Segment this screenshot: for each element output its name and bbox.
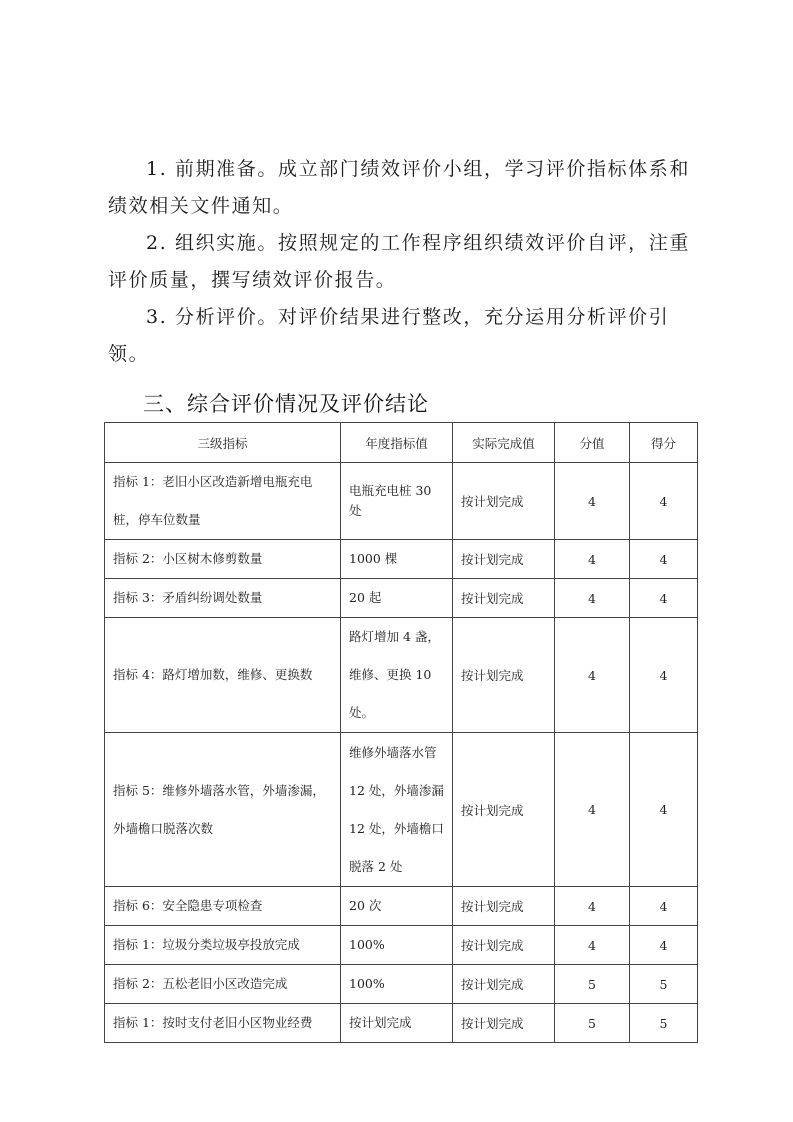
cell-indicator: 指标 3：矛盾纠纷调处数量: [105, 579, 341, 618]
cell-score: 4: [630, 540, 698, 579]
cell-indicator: 指标 2：小区树木修剪数量: [105, 540, 341, 579]
cell-target: 维修外墙落水管 12 处，外墙渗漏 12 处，外墙檐口脱落 2 处: [341, 733, 453, 887]
table-row: [105, 887, 698, 926]
cell-actual: 按计划完成: [453, 733, 555, 887]
section-heading: 三、综合评价情况及评价结论: [143, 392, 429, 416]
cell-weight: 4: [555, 926, 630, 965]
cell-actual: 按计划完成: [453, 463, 555, 540]
header-weight: 分值: [555, 423, 630, 463]
cell-weight: 5: [555, 1004, 630, 1043]
table-row: [105, 733, 698, 887]
paragraph-implementation: [108, 225, 698, 299]
cell-score: 4: [630, 926, 698, 965]
cell-indicator: 指标 6：安全隐患专项检查: [105, 887, 341, 926]
cell-indicator: 指标 1：按时支付老旧小区物业经费: [105, 1004, 341, 1043]
cell-actual: 按计划完成: [453, 926, 555, 965]
cell-actual: 按计划完成: [453, 965, 555, 1004]
cell-target: 100%: [341, 965, 453, 1004]
cell-score: 4: [630, 463, 698, 540]
cell-target: 20 起: [341, 579, 453, 618]
cell-target: 20 次: [341, 887, 453, 926]
cell-score: 4: [630, 887, 698, 926]
paragraph-analysis: [108, 299, 698, 373]
cell-score: 5: [630, 965, 698, 1004]
cell-target: 按计划完成: [341, 1004, 453, 1043]
header-score: 得分: [630, 423, 698, 463]
table-row: [105, 579, 698, 618]
paragraph-text: 1. 前期准备。成立部门绩效评价小组，学习评价指标体系和绩效相关文件通知。: [108, 158, 690, 217]
cell-score: 4: [630, 579, 698, 618]
cell-actual: 按计划完成: [453, 579, 555, 618]
table-row: [105, 965, 698, 1004]
cell-actual: 按计划完成: [453, 618, 555, 733]
evaluation-table: [104, 422, 698, 1043]
cell-weight: 4: [555, 887, 630, 926]
cell-target: 100%: [341, 926, 453, 965]
cell-indicator: 指标 2：五松老旧小区改造完成: [105, 965, 341, 1004]
cell-weight: 5: [555, 965, 630, 1004]
table-row: [105, 463, 698, 540]
cell-indicator: 指标 1：垃圾分类垃圾亭投放完成: [105, 926, 341, 965]
cell-target: 路灯增加 4 盏，维修、更换 10 处。: [341, 618, 453, 733]
header-target: 年度指标值: [341, 423, 453, 463]
paragraph-preparation: [108, 151, 698, 225]
table-row: [105, 540, 698, 579]
cell-score: 5: [630, 1004, 698, 1043]
table-row: [105, 618, 698, 733]
cell-indicator: 指标 4：路灯增加数，维修、更换数: [105, 618, 341, 733]
cell-score: 4: [630, 733, 698, 887]
cell-weight: 4: [555, 733, 630, 887]
table-row: [105, 926, 698, 965]
table-row: [105, 1004, 698, 1043]
cell-indicator: 指标 1：老旧小区改造新增电瓶充电桩，停车位数量: [105, 463, 341, 540]
paragraph-text: 2. 组织实施。按照规定的工作程序组织绩效评价自评，注重评价质量，撰写绩效评价报告。: [108, 232, 690, 291]
cell-actual: 按计划完成: [453, 887, 555, 926]
cell-target: 1000 棵: [341, 540, 453, 579]
cell-weight: 4: [555, 463, 630, 540]
cell-target: 电瓶充电桩 30 处: [341, 463, 453, 540]
header-indicator: 三级指标: [105, 423, 341, 463]
cell-score: 4: [630, 618, 698, 733]
cell-actual: 按计划完成: [453, 540, 555, 579]
cell-weight: 4: [555, 540, 630, 579]
cell-weight: 4: [555, 618, 630, 733]
cell-actual: 按计划完成: [453, 1004, 555, 1043]
paragraph-text: 3. 分析评价。对评价结果进行整改，充分运用分析评价引领。: [108, 306, 670, 365]
cell-weight: 4: [555, 579, 630, 618]
header-actual: 实际完成值: [453, 423, 555, 463]
table-header-row: [105, 423, 698, 463]
cell-indicator: 指标 5：维修外墙落水管，外墙渗漏，外墙檐口脱落次数: [105, 733, 341, 887]
